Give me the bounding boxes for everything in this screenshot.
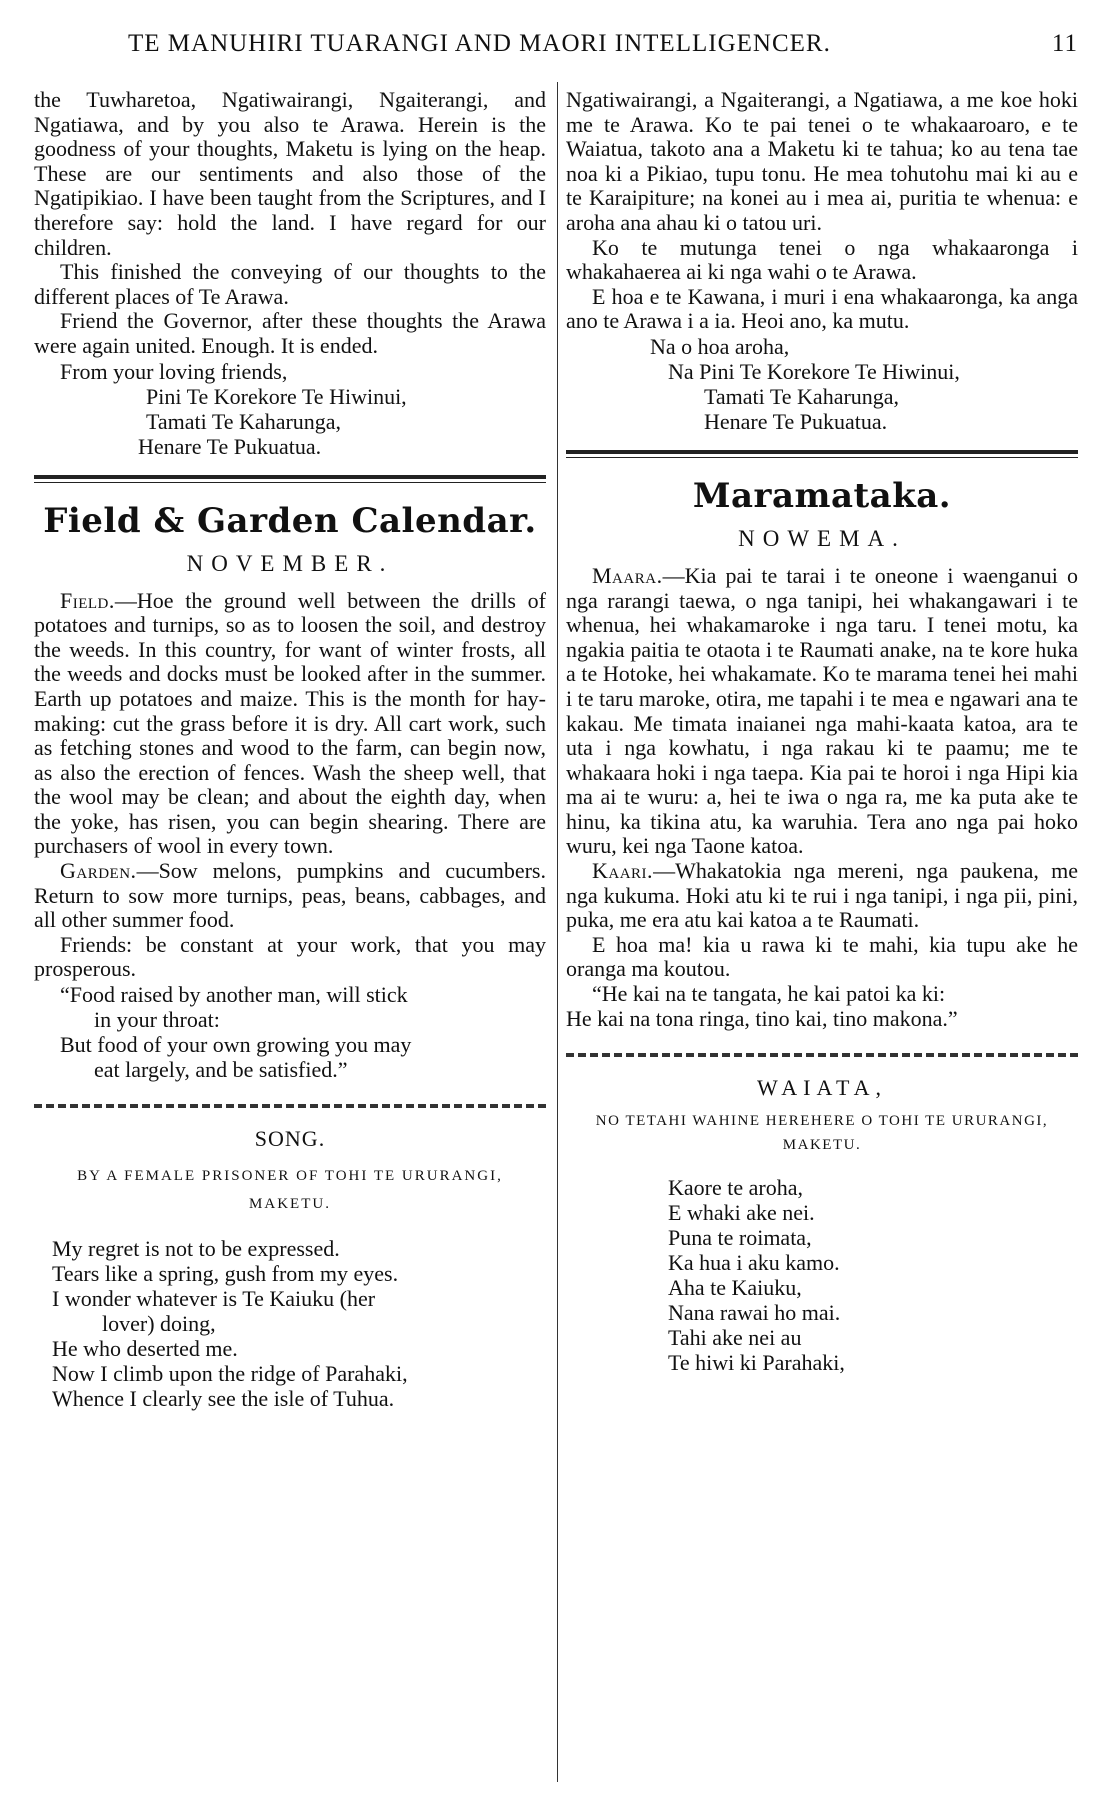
letter-paragraph: Ko te mutunga tenei o nga whakaaronga i whakahaerea ai ki nga wahi o te Arawa.	[566, 234, 1078, 285]
column-divider	[557, 82, 558, 1782]
song-title: SONG.	[254, 1126, 326, 1152]
field-label: Field.	[60, 587, 115, 613]
section-rule	[566, 1053, 1078, 1057]
signatory: Pini Te Korekore Te Hiwinui,	[146, 383, 407, 409]
signatory: Tamati Te Kaharunga,	[704, 383, 900, 409]
maara-paragraph	[566, 564, 1078, 859]
letter-paragraph: Ngatiwairangi, a Ngaiterangi, a Ngatiawa, a me koe hoki me te Arawa. Ko te pai tenei o te whakaaroaro, e te Waiatua, takoto ana a Maketu ki te tahua; ko au tena tae noa ki a Pikiao, tupu tonu. He mea tohutohu mai ki au e te Karaipiture; na konei au i mea ai, puritia te whenua: e aroha ana ahau ki o tatou uri.	[566, 87, 1078, 235]
section-rule	[34, 1104, 546, 1108]
kaari-paragraph	[566, 859, 1078, 933]
letter-paragraph: Friend the Governor, after these thoughts the Arawa were again united. Enough. It is ended.	[34, 308, 546, 358]
song-line: lover) doing,	[102, 1311, 216, 1337]
proverb-line: But food of your own growing you may	[60, 1032, 412, 1058]
signatory: Henare Te Pukuatua.	[704, 408, 888, 434]
friends-paragraph: Friends: be constant at your work, that you may prosperous.	[34, 931, 546, 982]
waiata-line: Ka hua i aku kamo.	[668, 1250, 840, 1276]
waiata-line: Aha te Kaiuku,	[668, 1275, 802, 1301]
month-heading: NOWEMA.	[738, 525, 906, 551]
english-column	[34, 88, 546, 1411]
waiata-line: Te hiwi ki Parahaki,	[668, 1350, 845, 1376]
proverb-line: in your throat:	[94, 1007, 220, 1033]
song-line: I wonder whatever is Te Kaiuku (her	[52, 1286, 376, 1312]
song-subtitle: BY A FEMALE PRISONER OF TOHI TE URURANGI, MAKETU.	[77, 1168, 503, 1213]
calendar-heading: Field & Garden Calendar.	[43, 500, 537, 541]
proverb-line: He kai na tona ringa, tino kai, tino makona.”	[566, 1005, 958, 1031]
field-paragraph	[34, 589, 546, 860]
newspaper-title: TE MANUHIRI TUARANGI AND MAORI INTELLIGENCER.	[128, 30, 831, 57]
signatory: Tamati Te Kaharunga,	[146, 408, 342, 434]
calendar-heading: Maramataka.	[692, 475, 952, 516]
waiata-title: WAIATA,	[756, 1075, 888, 1101]
waiata-line: Puna te roimata,	[668, 1225, 812, 1251]
maara-text: —Kia pai te tarai i te oneone i waenganui o nga rarangi taewa, o nga tanipi, hei whakangawari i te whenua, hei whakamaroke i nga taru. I tenei motu, ka ngakia paitia te otaota i te Raumati anake, na te kore huka a te Hotoke, hei whakamate. Ko te marama tenei hei mahi i te taru maroke, otira, me tapahi i te mea e ngawari ana te kakau. Me timata inaianei nga mahi-kaata katoa, ara te uta i nga kowhatu, i nga rakau ki te paamu; me te whakaara hoki i nga taepa. Kia pai te horoi i nga Hipi kia ma ai te wuru: a, hei te iwa o nga ra, me ka puta ake te hinu, ka tikina atu, ka waruhia. Tera ano nga pai hoko wuru, kei nga Taone katoa.	[566, 562, 1078, 859]
kaari-text: —Whakatokia nga mereni, nga paukena, me nga kukuma. Hoki atu ki te rui i nga tanipi, i nga pii, pini, puka, me era atu kai katoa a te Raumati.	[566, 858, 1078, 933]
garden-label: Garden.	[60, 858, 137, 884]
field-text: —Hoe the ground well between the drills of potatoes and turnips, so as to loosen the soil, and destroy the weeds. In this country, for want of winter frosts, all the weeds and docks must be looked after in the summer. Earth up potatoes and maize. This is the month for hay-making: cut the grass before it is dry. All cart work, such as fetching stones and wood to the farm, can begin now, as also the erection of fences. Wash the sheep well, that the wool may be clean; and about the eighth day, when the yoke, has risen, you can begin shearing. There are purchasers of wool in every town.	[34, 587, 546, 859]
song-line: Whence I clearly see the isle of Tuhua.	[52, 1386, 395, 1412]
maara-label: Maara.	[592, 562, 663, 588]
maori-column	[566, 88, 1078, 1375]
friends-paragraph: E hoa ma! kia u rawa ki te mahi, kia tupu ake he oranga ma koutou.	[566, 931, 1078, 982]
signatory: Henare Te Pukuatua.	[138, 433, 322, 459]
letter-closing: Na o hoa aroha,	[650, 333, 790, 359]
signatory: Na Pini Te Korekore Te Hiwinui,	[668, 358, 960, 384]
waiata-line: Kaore te aroha,	[668, 1175, 803, 1201]
garden-text: —Sow melons, pumpkins and cucumbers. Return to sow more turnips, peas, beans, cabbages, and all other summer food.	[34, 858, 546, 933]
waiata-line: Tahi ake nei au	[668, 1325, 802, 1351]
song-line: My regret is not to be expressed.	[52, 1236, 340, 1262]
waiata-line: E whaki ake nei.	[668, 1200, 815, 1226]
kaari-label: Kaari.	[592, 858, 654, 884]
waiata-subtitle: NO TETAHI WAHINE HEREHERE O TOHI TE URURANGI, MAKETU.	[595, 1113, 1049, 1154]
garden-paragraph	[34, 859, 546, 933]
section-rule	[34, 475, 546, 483]
section-rule	[566, 450, 1078, 458]
letter-paragraph: E hoa e te Kawana, i muri i ena whakaaronga, ka anga ano te Arawa i a ia. Heoi ano, ka mutu.	[566, 283, 1078, 334]
proverb-line: “He kai na te tangata, he kai patoi ka ki:	[592, 981, 946, 1007]
waiata-line: Nana rawai ho mai.	[668, 1300, 841, 1326]
page-header	[40, 26, 1080, 62]
page-number: 11	[1051, 30, 1078, 57]
song-line: He who deserted me.	[52, 1336, 238, 1362]
proverb-line: “Food raised by another man, will stick	[60, 982, 408, 1008]
song-line: Tears like a spring, gush from my eyes.	[52, 1261, 399, 1287]
month-heading: NOVEMBER.	[186, 550, 394, 576]
letter-closing: From your loving friends,	[60, 358, 288, 384]
proverb-line: eat largely, and be satisfied.”	[94, 1057, 348, 1083]
song-line: Now I climb upon the ridge of Parahaki,	[52, 1361, 408, 1387]
letter-paragraph: the Tuwharetoa, Ngatiwairangi, Ngaiterangi, and Ngatiawa, and by you also te Arawa. Herein is the goodness of your thoughts, Maketu is lying on the heap. These are our sentiments and also those of the Ngatipikiao. I have been taught from the Scriptures, and I therefore say: hold the land. I have regard for our children.	[34, 87, 546, 260]
letter-paragraph: This finished the conveying of our thoughts to the different places of Te Arawa.	[34, 259, 546, 309]
